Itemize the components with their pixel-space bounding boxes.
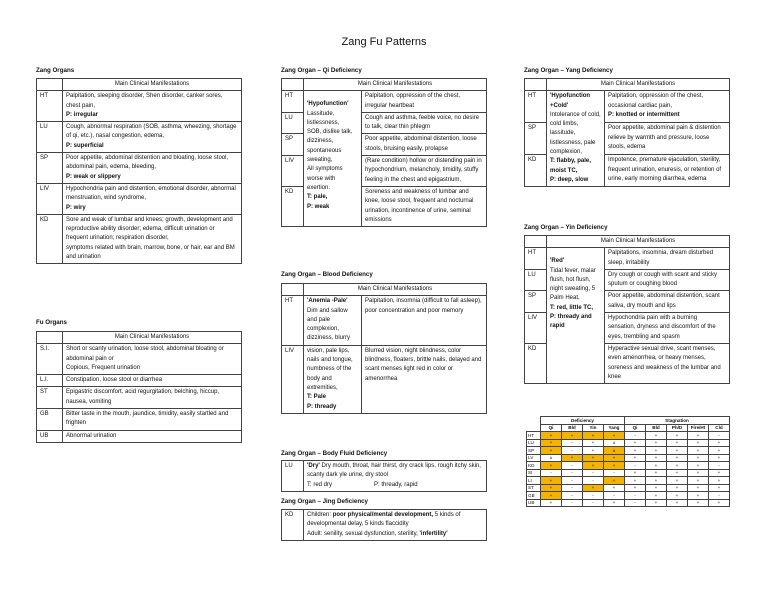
matrix-cell: + [688,462,709,470]
matrix-row [527,439,730,447]
organ-cell: GB [37,409,63,431]
organ-cell: KD [37,214,63,263]
matrix-cell: + [604,484,625,492]
matrix-cell: + [667,439,688,447]
stagnation-group-header: Stagnation [625,417,730,425]
manifestation-cell: Cough and asthma, feeble voice, no desire to talk, clear thin phlegm [362,112,487,134]
pulse-text: P: thready, rapid [374,481,418,488]
matrix-organ-cell: LV [527,454,541,462]
matrix-cell: + [625,477,646,485]
organ-cell: KD [525,155,547,187]
matrix-cell: + [667,447,688,455]
mcm-header: Main Clinical Manifestations [63,332,242,344]
manifestation-text: Cough, abnormal respiration (SOB, asthma, wheezing, shortage of qi, etc.), nasal congestion, edema, [66,124,237,140]
common-text: Lassitude, listlessness, [307,110,340,126]
matrix-row [527,469,730,477]
matrix-cell: - [604,469,625,477]
blood-deficiency-heading: Zang Organ – Blood Deficiency [281,271,373,278]
matrix-cell: + [709,454,730,462]
blank-corner [527,424,541,432]
matrix-cell: - [625,432,646,440]
mcm-header: Main Clinical Manifestations [63,79,242,91]
matrix-cell: + [688,469,709,477]
matrix-organ-cell: HT [527,432,541,440]
matrix-cell: + [688,484,709,492]
organ-cell: KD [282,510,304,541]
matrix-cell: + [625,454,646,462]
table-row [37,409,242,431]
pulse-text: P: weak or slippery [66,173,121,180]
matrix-cell: - [625,499,646,507]
matrix-cell: + [604,477,625,485]
manifestation-cell [63,183,242,214]
table-row [282,91,487,113]
matrix-row [527,492,730,500]
organ-cell: HT [525,91,547,123]
matrix-row [527,454,730,462]
manifestation-cell [63,214,242,263]
matrix-organ-cell: LU [527,439,541,447]
tongue-text: T: red, little TC, [550,304,594,311]
organ-cell: LIV [282,156,304,187]
manifestation-cell: Poor appetite, abdominal distention, loose stools, bruising easily, prolapse [362,134,487,156]
matrix-cell: - [562,499,583,507]
matrix-column-header: Qi [541,424,562,432]
organ-cell: LIV [37,183,63,214]
yin-deficiency-table [524,235,730,384]
common-label: 'Anemia -Pale' [307,298,348,305]
manifestation-cell: Epigastric discomfort, acid regurgitation, belching, hiccup, nausea, vomiting [63,387,242,409]
manifestation-cell: Poor appetite, abdominal pain & distention relieve by warmth and pressure, loose stools, edema [605,123,730,155]
table-row [37,387,242,409]
yang-deficiency-table [524,78,730,187]
manifestation-cell [63,122,242,153]
matrix-organ-cell: SP [527,447,541,455]
blank-header-cell [282,79,304,91]
fu-organs-table [36,331,242,443]
manifestation-text: Palpitation, sleeping disorder, Shen disorder, canker sores, chest pain, [66,93,223,109]
manifestation-cell: Bitter taste in the mouth, jaundice, timidity, easily startled and frighten [63,409,242,431]
matrix-cell: + [688,492,709,500]
pulse-text: P: knotted or intermittent [608,111,680,118]
common-text: vision, pale lips, nails and tongue, numbness of the body and extremities, [307,347,353,391]
organ-cell: S.I. [37,344,63,375]
table-row [282,510,487,541]
matrix-cell: + [625,469,646,477]
qi-deficiency-heading: Zang Organ – Qi Deficiency [281,67,362,74]
matrix-cell: + [541,499,562,507]
organ-cell: LIV [525,313,547,344]
zang-organs-heading: Zang Organs [36,67,75,74]
matrix-cell: - [604,492,625,500]
matrix-cell: - [562,469,583,477]
matrix-organ-cell: KD [527,462,541,470]
common-text: SOB, dislike talk, dizziness, [307,129,353,145]
matrix-cell: + [709,439,730,447]
organ-cell: LU [282,112,304,134]
matrix-row [527,447,730,455]
yin-deficiency-heading: Zang Organ – Yin Deficiency [524,224,608,231]
organ-cell: SP [525,291,547,313]
blank-header-cell [37,332,63,344]
yang-deficiency-heading: Zang Organ – Yang Deficiency [524,67,613,74]
blood-deficiency-table [281,283,487,414]
organ-cell: SP [37,153,63,184]
manifestation-text: Sore and weak of lumbar and knees; growth, development and reproductive ability disorder; edema, difficult urination or frequent urination; respiration disorder, [66,216,233,242]
manifestation-cell: Palpitation, oppression of the chest, irregular heartbeat [362,91,487,113]
matrix-row [527,432,730,440]
matrix-cell: + [541,492,562,500]
matrix-cell: - [583,499,604,507]
manifestation-text: symptoms related with brain, marrow, bone, or hair, ear and BM and urination [66,244,235,261]
table-row [37,344,242,375]
matrix-column-header: Fire/Ht [688,424,709,432]
manifestation-cell: Palpitations, insomnia, dream disturbed sleep, irritability [605,248,730,270]
manifestation-cell [304,461,487,492]
manifestation-cell: Hypochondria pain with a burning sensation, dryness and discomfort of the eyes, trembling and spasm [605,313,730,344]
common-label: 'Hypofunction' [307,101,349,108]
manifestation-text: Adult: senility, sexual dysfunction, sterility, [307,530,418,537]
matrix-cell: + [667,492,688,500]
matrix-cell: + [667,432,688,440]
zang-organs-table [36,78,242,264]
matrix-cell: + [667,462,688,470]
organ-cell: LU [37,122,63,153]
organ-cell: SP [282,134,304,156]
organ-cell: KD [525,343,547,383]
manifestation-text: Short or scanty urination, loose stool, abdominal bloating or abdominal pain or [66,346,224,362]
blank-header-cell [525,79,547,91]
matrix-column-header: Yin [583,424,604,432]
manifestation-text: poor physical/mental development, [332,512,434,518]
table-row [37,153,242,184]
matrix-cell: + [667,469,688,477]
matrix-organ-cell: GB [527,492,541,500]
matrix-cell: ± [604,447,625,455]
matrix-column-header: Bld [562,424,583,432]
matrix-cell: + [541,477,562,485]
pulse-text: P: thready and rapid [550,314,592,330]
matrix-cell: - [709,462,730,470]
table-row [282,296,487,345]
organ-cell: HT [37,91,63,122]
matrix-cell: + [583,432,604,440]
organ-cell: LU [282,461,304,492]
matrix-cell: + [709,484,730,492]
matrix-cell: + [688,439,709,447]
matrix-cell: + [583,454,604,462]
table-row [525,248,730,270]
manifestation-text: Hypochondria pain and distention, emotional disorder, abnormal menstruation, wind syndrome, [66,185,236,202]
table-row [282,461,487,492]
fluid-deficiency-heading: Zang Organ – Body Fluid Deficiency [281,450,388,457]
matrix-cell: - [583,469,604,477]
matrix-cell: - [583,492,604,500]
matrix-cell: + [688,447,709,455]
pattern-matrix [526,416,730,507]
matrix-row [527,484,730,492]
tongue-text: T: Pale [307,394,327,401]
organ-cell: HT [282,91,304,113]
matrix-cell: + [583,484,604,492]
matrix-cell: - [625,492,646,500]
matrix-cell: + [646,447,667,455]
table-row [37,375,242,387]
matrix-cell: + [646,484,667,492]
matrix-cell: + [667,454,688,462]
tongue-text: T: pale, [307,194,328,201]
matrix-cell: + [646,454,667,462]
common-symptoms-cell [304,345,362,413]
matrix-cell: - [562,447,583,455]
matrix-cell: + [688,477,709,485]
organ-cell: KD [282,186,304,226]
matrix-cell: + [625,484,646,492]
matrix-cell: - [562,484,583,492]
matrix-cell: + [646,499,667,507]
matrix-cell: + [583,462,604,470]
matrix-cell: + [604,454,625,462]
manifestation-text: 5 kinds of developmental delay, 5 kinds flaccidity [307,512,461,528]
matrix-column-header: Ph/D [667,424,688,432]
matrix-organ-cell: ST [527,484,541,492]
matrix-cell: + [667,477,688,485]
matrix-cell: + [541,447,562,455]
matrix-cell: - [562,439,583,447]
matrix-cell: + [667,499,688,507]
matrix-cell: - [562,462,583,470]
matrix-cell: + [646,462,667,470]
table-row [37,91,242,122]
organ-cell: UB [37,430,63,442]
qi-deficiency-table [281,78,487,227]
manifestation-cell: Constipation, loose stool or diarrhea [63,375,242,387]
manifestation-cell: Soreness and weakness of lumbar and knee, loose stool, frequent and nocturnal urination, incontinence of urine, seminal emissions [362,186,487,226]
matrix-cell: + [541,462,562,470]
common-symptoms-cell [304,91,362,227]
matrix-organ-cell: LI [527,477,541,485]
manifestation-cell: Blurred vision, night blindness, color blindness, floaters, brittle nails, delayed and scant menses light red in color or amenorrhea [362,345,487,413]
mcm-header: Main Clinical Manifestations [304,284,487,296]
common-label: 'Dry' [307,463,320,469]
matrix-column-header: Cld [709,424,730,432]
matrix-row [527,499,730,507]
matrix-cell: + [625,439,646,447]
deficiency-group-header: Deficiency [541,417,625,425]
organ-cell: L.I. [37,375,63,387]
table-row [282,345,487,413]
matrix-cell: + [625,447,646,455]
common-text: All symptoms worse with exertion. [307,166,343,191]
matrix-cell: + [646,469,667,477]
organ-cell: HT [525,248,547,270]
page-title: Zang Fu Patterns [341,36,427,48]
matrix-cell: - [709,492,730,500]
matrix-cell: + [541,484,562,492]
matrix-cell: - [562,492,583,500]
matrix-cell: + [583,447,604,455]
table-row [37,214,242,263]
manifestation-text: 'infertility' [419,530,448,537]
manifestation-text: Dry mouth, throat, hair thirst, dry crack lips, rough itchy skin, scanty dark yle urine, dry stool [307,463,481,479]
table-row [37,122,242,153]
organ-cell: HT [282,296,304,345]
manifestation-cell [63,91,242,122]
matrix-cell: + [541,432,562,440]
matrix-cell: + [583,439,604,447]
matrix-cell: + [646,477,667,485]
manifestation-cell: Impotence, premature ejaculation, sterility, frequent urination, enuresis, or retention of urine, early morning diarrhea, edema [605,155,730,187]
matrix-cell: + [646,432,667,440]
manifestation-cell: Poor appetite, abdominal distention, scant saliva, dry mouth and lips [605,291,730,313]
matrix-cell: ± [604,439,625,447]
matrix-cell: - [583,477,604,485]
manifestation-cell [63,153,242,184]
common-text: Dim and sallow and pale complexion, dizziness, blurry [307,307,351,342]
matrix-row [527,477,730,485]
blank-corner [527,417,541,425]
manifestation-cell: Palpitation, insomnia (difficult to fall asleep), poor concentration and poor memory [362,296,487,345]
matrix-cell: + [604,499,625,507]
tongue-text: T: flabby, pale, moist TC, [550,158,591,174]
matrix-cell: + [709,447,730,455]
blank-header-cell [525,236,547,248]
pulse-text: P: irregular [66,111,99,118]
manifestation-cell: Dry cough or cough with scant and sticky sputum or coughing blood [605,269,730,291]
matrix-cell: + [709,469,730,477]
matrix-cell: + [562,432,583,440]
pulse-text: P: thready [307,403,337,410]
fluid-deficiency-table [281,460,487,492]
matrix-cell: + [604,462,625,470]
matrix-cell: + [667,484,688,492]
manifestation-cell [63,344,242,375]
matrix-cell: - [625,462,646,470]
manifestation-cell: Hyperactive sexual drive, scant menses, even amenorrhea, or heavy menses, soreness and weakness of the lumbar and knee [605,343,730,383]
blank-header-cell [37,79,63,91]
matrix-cell: + [688,454,709,462]
blank-header-cell [282,284,304,296]
table-row [525,91,730,123]
matrix-cell: + [688,432,709,440]
common-text: Tidal fever, malar flush, hot flush, night sweating, 5 Palm Heat, [550,267,596,302]
matrix-column-header: Yang [604,424,625,432]
manifestation-cell: (Rare condition) hollow or distending pain in hypochondrium, melancholy, timidity, stuffy feeling in the chest and epigastrium, [362,156,487,187]
matrix-cell: ± [541,454,562,462]
common-label: 'Red' [550,258,565,265]
matrix-organ-cell: SI [527,469,541,477]
matrix-cell: + [709,477,730,485]
jing-deficiency-table [281,509,487,541]
matrix-column-header: Bld [646,424,667,432]
manifestation-text: Palpitation, oppression of the chest, occasional cardiac pain, [608,93,704,109]
matrix-column-header: Qi [625,424,646,432]
mcm-header: Main Clinical Manifestations [547,79,730,91]
fu-organs-heading: Fu Organs [36,319,67,326]
common-symptoms-cell [304,296,362,345]
organ-cell: LU [525,269,547,291]
matrix-cell: - [541,469,562,477]
pulse-text: P: deep, slow [550,176,589,183]
table-row [37,183,242,214]
mcm-header: Main Clinical Manifestations [547,236,730,248]
matrix-cell: - [562,477,583,485]
matrix-cell: + [709,499,730,507]
matrix-cell: + [688,499,709,507]
organ-cell: LIV [282,345,304,413]
matrix-cell: + [541,439,562,447]
common-text: spontaneous sweating, [307,147,342,164]
matrix-cell: + [562,454,583,462]
manifestation-cell [605,91,730,123]
table-row [37,430,242,442]
organ-cell: ST [37,387,63,409]
manifestation-text: Children: [307,512,332,518]
organ-cell: SP [525,123,547,155]
matrix-cell: + [646,492,667,500]
pulse-text: P: weak [307,203,330,210]
matrix-cell: + [646,439,667,447]
common-symptoms-cell [547,91,605,187]
manifestation-cell [304,510,487,541]
matrix-cell: - [709,432,730,440]
pulse-text: P: wiry [66,204,86,211]
common-label: 'Hypofunction +Cold' [550,93,591,109]
manifestation-text: Poor appetite, abdominal distention and bloating, loose stool, abdominal pain, edema, bleeding, [66,155,229,171]
mcm-header: Main Clinical Manifestations [304,79,487,91]
jing-deficiency-heading: Zang Organ – Jing Deficiency [281,498,368,505]
common-symptoms-cell [547,248,605,384]
tongue-text: T: red dry [307,481,333,488]
manifestation-cell: Abnormal urination [63,430,242,442]
matrix-row [527,462,730,470]
matrix-organ-cell: UB [527,499,541,507]
matrix-cell: + [604,432,625,440]
common-text: Intolerance of cold, cold limbs, lassitude, listlessness, pale complexion, [550,111,601,156]
pulse-text: P: superficial [66,142,104,149]
manifestation-text: Copious, Frequent urination [66,364,141,371]
